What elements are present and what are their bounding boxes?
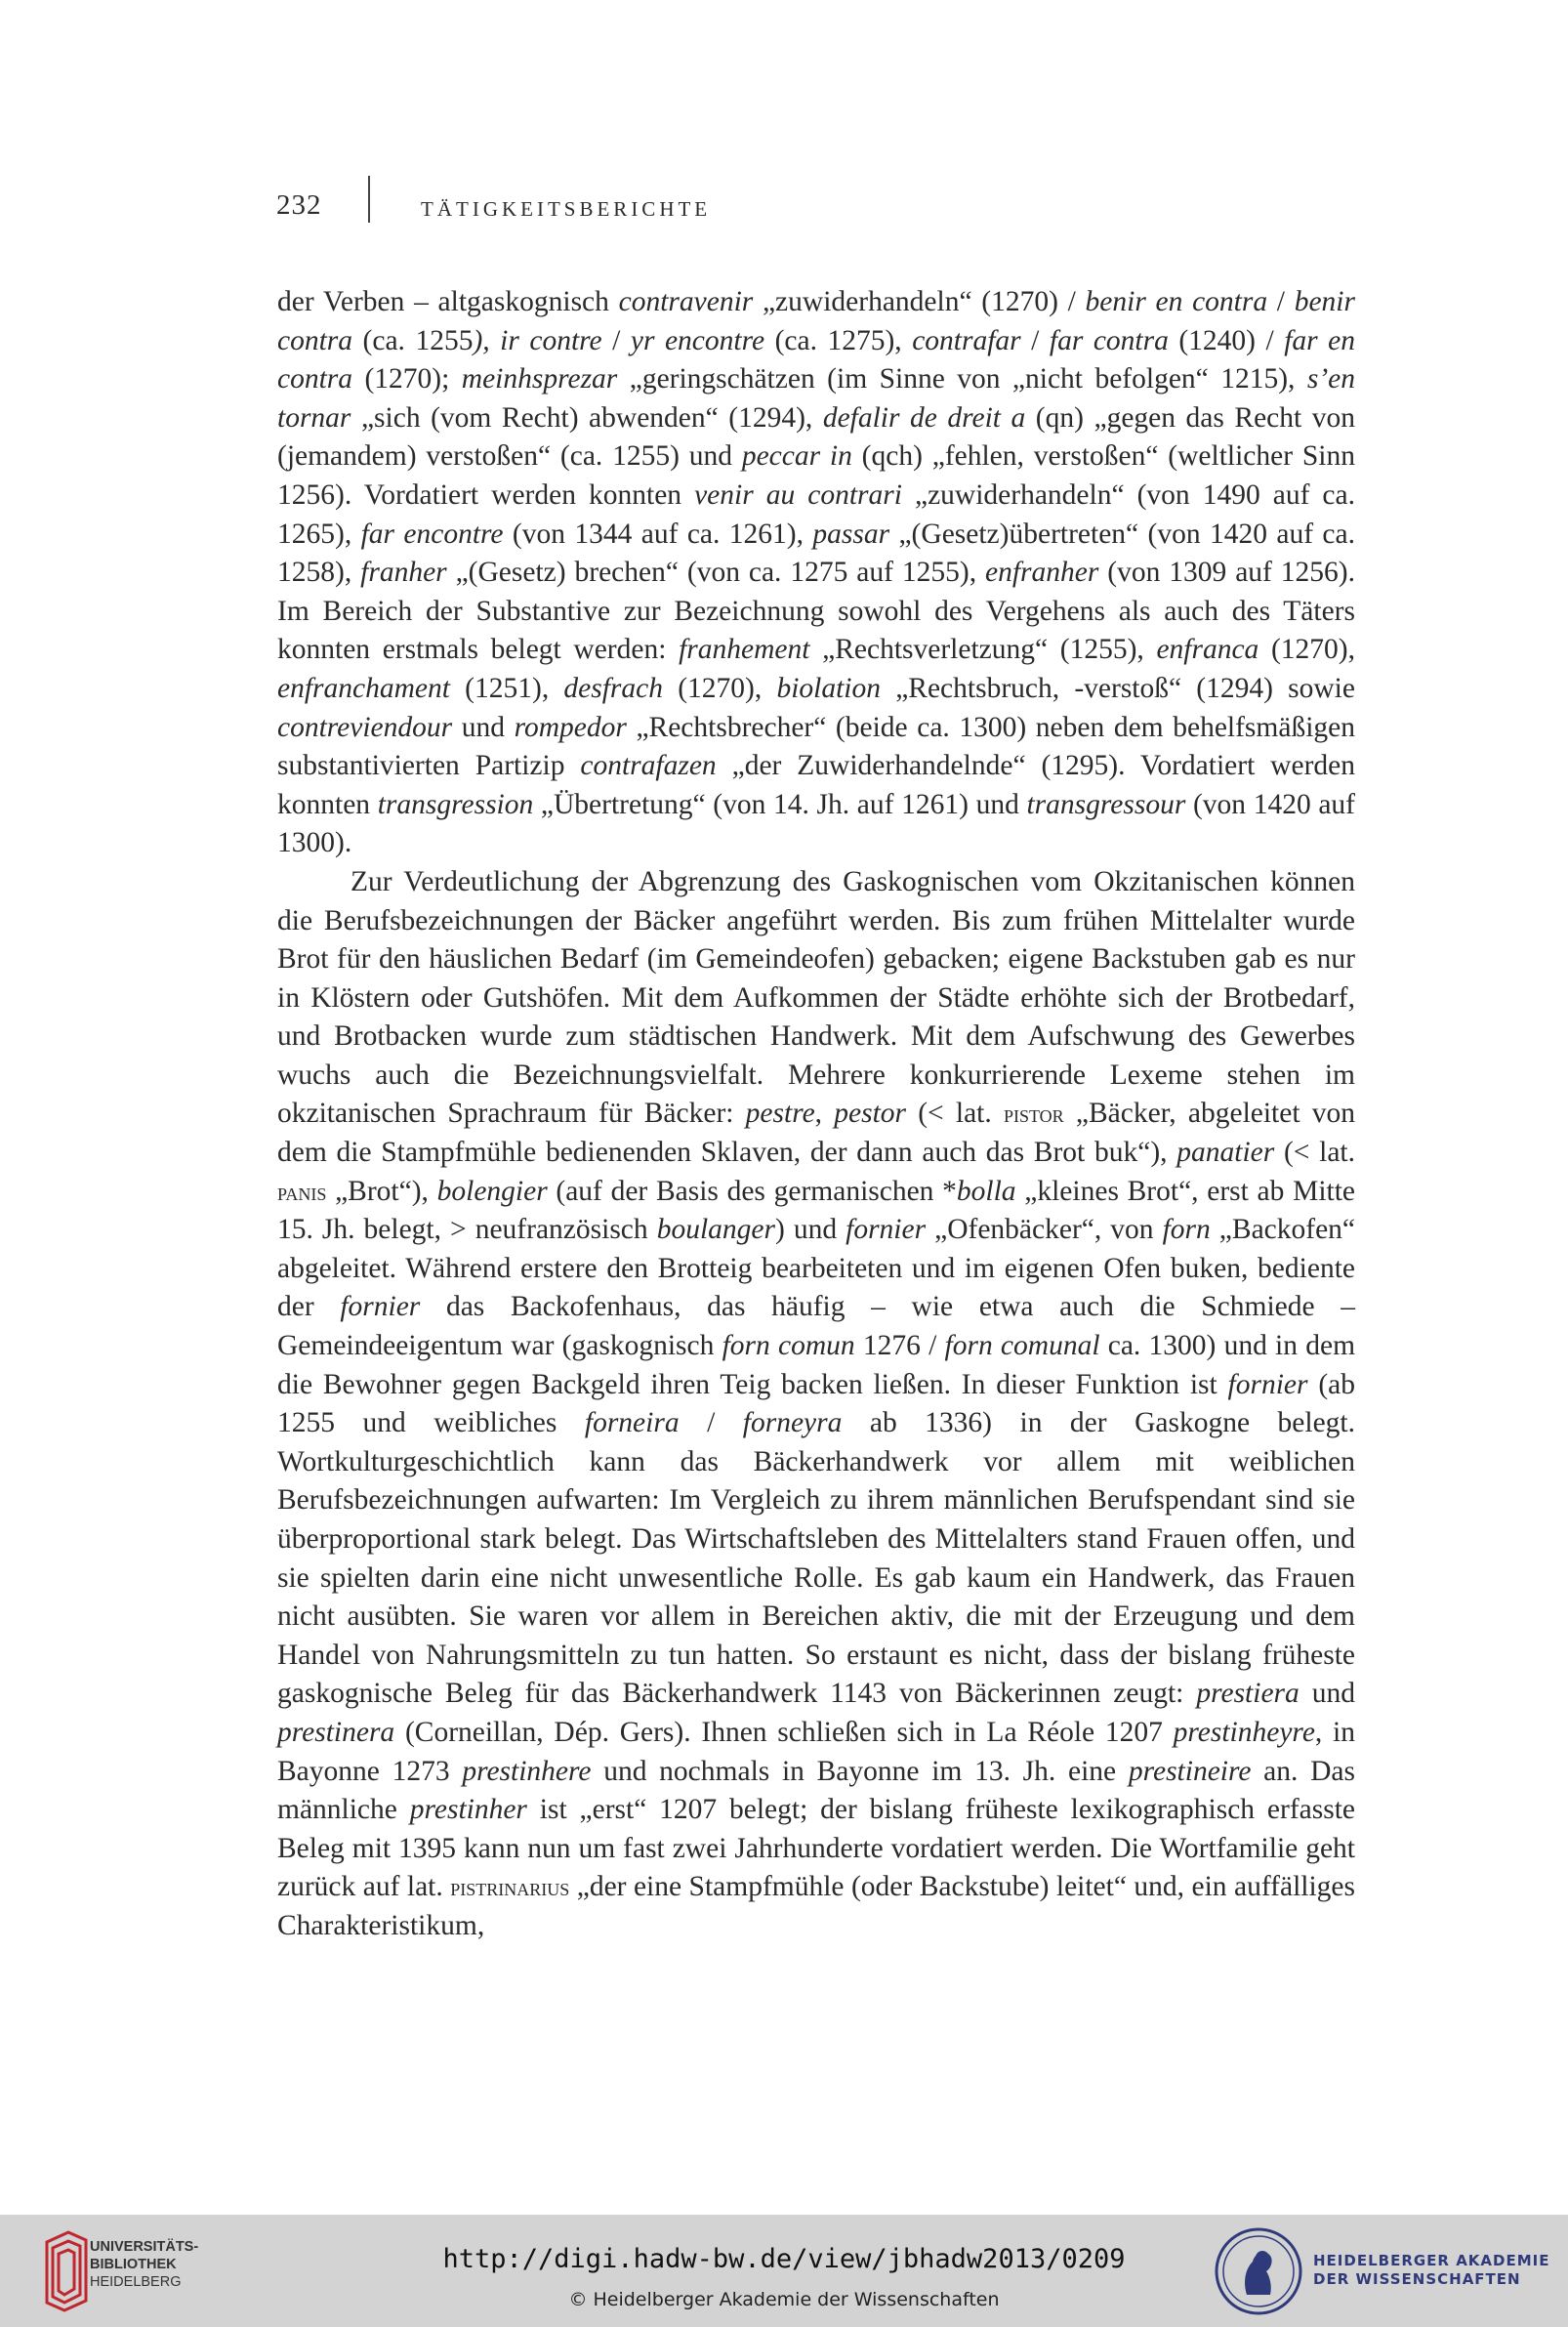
latin-etymon: panis [277,1177,327,1206]
text-run: (1270); [352,363,462,395]
text-run: (von 1344 auf ca. 1261), [503,518,813,550]
text-run: , in Bayonne 1273 [277,1716,1356,1787]
academy-name [1313,2252,1557,2289]
italic-term: enfranchament [277,672,450,704]
library-name-line: UNIVERSITÄTS- [90,2239,199,2255]
text-run: (von 1309 auf 1256). Im Bereich der Substantive zur Bezeichnung sowohl des Vergehens als auch des Täters konnten erstmals belegt werden: [277,557,1356,666]
text-run: „(Gesetz) brechen“ (von ca. 1275 auf 1255), [446,557,986,589]
italic-term: prestinheyre [1173,1716,1315,1748]
text-run: (qch) „fehlen, verstoßen“ (weltlicher Sinn 1256). Vordatiert werden konnten [277,440,1355,511]
copyright-notice: © Heidelberger Akademie der Wissenschaften [568,2289,1000,2310]
italic-term: enfranca [1156,634,1259,666]
italic-term: contrafar [912,324,1021,356]
italic-term: passar [812,518,890,550]
italic-term: enfranher [985,557,1099,589]
italic-term: prestinera [277,1716,395,1748]
latin-etymon: pistrinarius [450,1873,570,1902]
italic-term: transgressour [1026,788,1186,820]
text-run: (1251), [449,672,564,704]
italic-term: forneira [584,1407,680,1439]
text-run: (ca. 1275), [764,324,913,356]
italic-term: ), ir contre [473,324,602,356]
text-run: „kleines Brot“, erst ab Mitte 15. Jh. belegt, > neufranzösisch [277,1175,1356,1246]
italic-term: contravenir [618,286,754,317]
italic-term: panatier [1176,1137,1275,1169]
text-run: ca. 1300) und in dem die Bewohner gegen Backgeld ihren Teig backen ließen. In dieser Funktion ist [277,1330,1356,1400]
text-run: „Brot“), [326,1175,437,1207]
page-number: 232 [276,189,322,221]
academy-seal-icon [1214,2226,1303,2316]
text-run: der Verben – altgaskognisch [277,286,619,317]
text-run: „geringschätzen (im Sinne von „nicht befolgen“ 1215), [617,363,1307,395]
italic-term: forn [1162,1214,1211,1246]
text-run: (Corneillan, Dép. Gers). Ihnen schließen sich in La Réole 1207 [394,1716,1174,1748]
text-run: / [601,324,631,356]
header-divider [368,176,370,223]
running-head: TÄTIGKEITSBERICHTE [421,197,712,221]
italic-term: desfrach [563,672,663,704]
text-run: Zur Verdeutlichung der Abgrenzung des Gaskognischen vom Okzitanischen können die Berufsbezeichnungen der Bäcker angeführt werden. Bis zum frühen Mittelalter wurde Brot für den häuslichen Bedarf (im Gemeindeofen) gebacken; eigene Backstuben gab es nur in Klöstern oder Gutshöfen. Mit dem Aufkommen der Städte erhöhte sich der Brotbedarf, und Brotbacken wurde zum städtischen Handwerk. Mit dem Aufschwung des Gewerbes wuchs auch die Bezeichnungsvielfalt. Mehrere konkurrierende Lexeme stehen im okzitanischen Sprachraum für Bäcker: [277,865,1355,1130]
italic-term: pestre [745,1098,815,1130]
text-run: (1270), [1259,634,1355,666]
academy-name-line: HEIDELBERGER AKADEMIE [1313,2252,1550,2269]
text-run: „Ofenbäcker“, von [926,1214,1163,1246]
italic-term: biolation [776,672,881,704]
body-text [277,283,1355,1946]
text-run: ab 1336) in der Gaskogne belegt. Wortkulturgeschichtlich kann das Bäckerhandwerk vor allem mit weiblichen Berufsbezeichnungen aufwarten: Im Vergleich zu ihrem männlichen Berufspendant sind sie überproportional stark belegt. Das Wirtschaftsleben des Mittelalters stand Frauen offen, und sie spielten darin eine nicht unwesentliche Rolle. Es gab kaum ein Handwerk, das Frauen nicht ausübten. Sie waren vor allem in Bereichen aktiv, die mit der Erzeugung und dem Handel von Nahrungsmitteln zu tun hatten. So erstaunt es nicht, dass der bislang früheste gaskognische Beleg für das Bäckerhandwerk 1143 von Bäckerinnen zeugt: [277,1407,1355,1710]
italic-term: far encontre [360,518,504,550]
text-run: (1240) / [1168,324,1285,356]
footer-bar [0,2215,1568,2327]
page-header [276,176,1350,225]
italic-term: contreviendour [277,711,453,743]
italic-term: contrafazen [580,750,717,782]
library-name-line: HEIDELBERG [90,2274,182,2290]
text-run: (ab 1255 und weibliches [277,1368,1355,1439]
library-name-line: BIBLIOTHEK [90,2257,177,2272]
italic-term: bolengier [436,1175,548,1207]
text-run: / [1267,286,1295,317]
text-run: ist „erst“ 1207 belegt; der bislang früheste lexikographisch erfasste Beleg mit 1395 kann nun um fast zwei Jahrhunderte vordatiert werden. Die Wortfamilie geht zurück auf lat. [277,1794,1355,1903]
text-run: „(Gesetz)übertreten“ (von 1420 auf ca. 1258), [277,518,1355,589]
italic-term: benir contra [277,286,1355,356]
italic-term: meinhsprezar [461,363,618,395]
text-run: (von 1420 auf 1300). [277,788,1356,859]
italic-term: boulanger [656,1214,775,1246]
italic-term: franher [360,557,447,589]
italic-term: prestiera [1196,1678,1300,1710]
text-run: „Bäcker, abgeleitet von dem die Stampfmühle bedienenden Sklaven, der dann auch das Brot buk“), [277,1098,1355,1169]
italic-term: defalir de dreit a [822,401,1026,434]
text-run: an. Das männliche [277,1755,1356,1826]
italic-term: benir en contra [1085,286,1268,317]
text-run: (< lat. [1274,1137,1355,1169]
italic-term: transgression [377,788,534,820]
paragraph-1 [277,283,1355,863]
italic-term: far en contra [277,324,1356,395]
italic-term: yr encontre [630,324,765,356]
text-run: „zuwiderhandeln“ (1270) / [753,286,1086,317]
italic-term: franhement [679,634,810,666]
italic-term: forn comunal [944,1330,1100,1362]
italic-term: pestor [834,1098,907,1130]
italic-term: forn comun [722,1330,855,1362]
italic-term: forneyra [742,1407,843,1439]
italic-term: prestinher [409,1794,527,1826]
text-run: „Rechtsbrecher“ (beide ca. 1300) neben dem behelfsmäßigen substantivierten Partizip [277,711,1355,782]
text-run: und [1299,1678,1355,1710]
text-run: und nochmals in Bayonne im 13. Jh. eine [591,1755,1129,1787]
text-run: „der eine Stampfmühle (oder Backstube) leitet“ und, ein auffälliges Charakteristikum, [277,1871,1355,1941]
text-run: „zuwiderhandeln“ (von 1490 auf ca. 1265), [277,478,1355,550]
italic-term: far contra [1049,324,1169,356]
text-run: (qn) „gegen das Recht von (jemandem) verstoßen“ (ca. 1255) und [277,401,1355,473]
text-run: , [814,1098,835,1130]
text-run: (1270), [663,672,777,704]
italic-term: rompedor [514,711,627,743]
text-run: „sich (vom Recht) abwenden“ (1294), [351,401,823,434]
italic-term: prestinhere [462,1755,592,1787]
text-run: (< lat. [906,1098,1004,1130]
italic-term: venir au contrari [694,478,902,511]
text-run: „Übertretung“ (von 14. Jh. auf 1261) und [533,788,1027,820]
text-run: „Rechtsverletzung“ (1255), [809,634,1157,666]
italic-term: fornier [846,1214,927,1246]
italic-term: prestineire [1128,1755,1252,1787]
text-run: „der Zuwiderhandelnde“ (1295). Vordatiert werden konnten [277,750,1355,820]
text-run: / [1020,324,1050,356]
latin-etymon: pistor [1003,1100,1064,1129]
italic-term: fornier [340,1291,421,1323]
source-url-link[interactable]: http://digi.hadw-bw.de/view/jbhadw2013/0209 [442,2244,1126,2274]
text-run: (ca. 1255 [352,324,474,356]
text-run: (auf der Basis des germanischen * [547,1175,957,1207]
text-run: / [679,1407,743,1439]
text-run: ) und [774,1214,846,1246]
paragraph-2 [277,863,1355,1946]
text-run: das Backofenhaus, das häufig – wie etwa auch die Schmiede – Gemeindeeigentum war (gaskognisch [277,1291,1355,1362]
italic-term: s’en tornar [277,363,1355,434]
italic-term: peccar in [741,440,852,473]
text-run: 1276 / [854,1330,945,1362]
italic-term: fornier [1227,1368,1308,1400]
text-run: „Rechtsbruch, -verstoß“ (1294) sowie [880,672,1355,704]
italic-term: bolla [956,1175,1016,1207]
text-run: und [452,711,515,743]
academy-name-line: DER WISSENSCHAFTEN [1313,2270,1521,2288]
text-run: „Backofen“ abgeleitet. Während erstere den Brotteig bearbeiteten und im eigenen Ofen buken, bediente der [277,1214,1356,1323]
